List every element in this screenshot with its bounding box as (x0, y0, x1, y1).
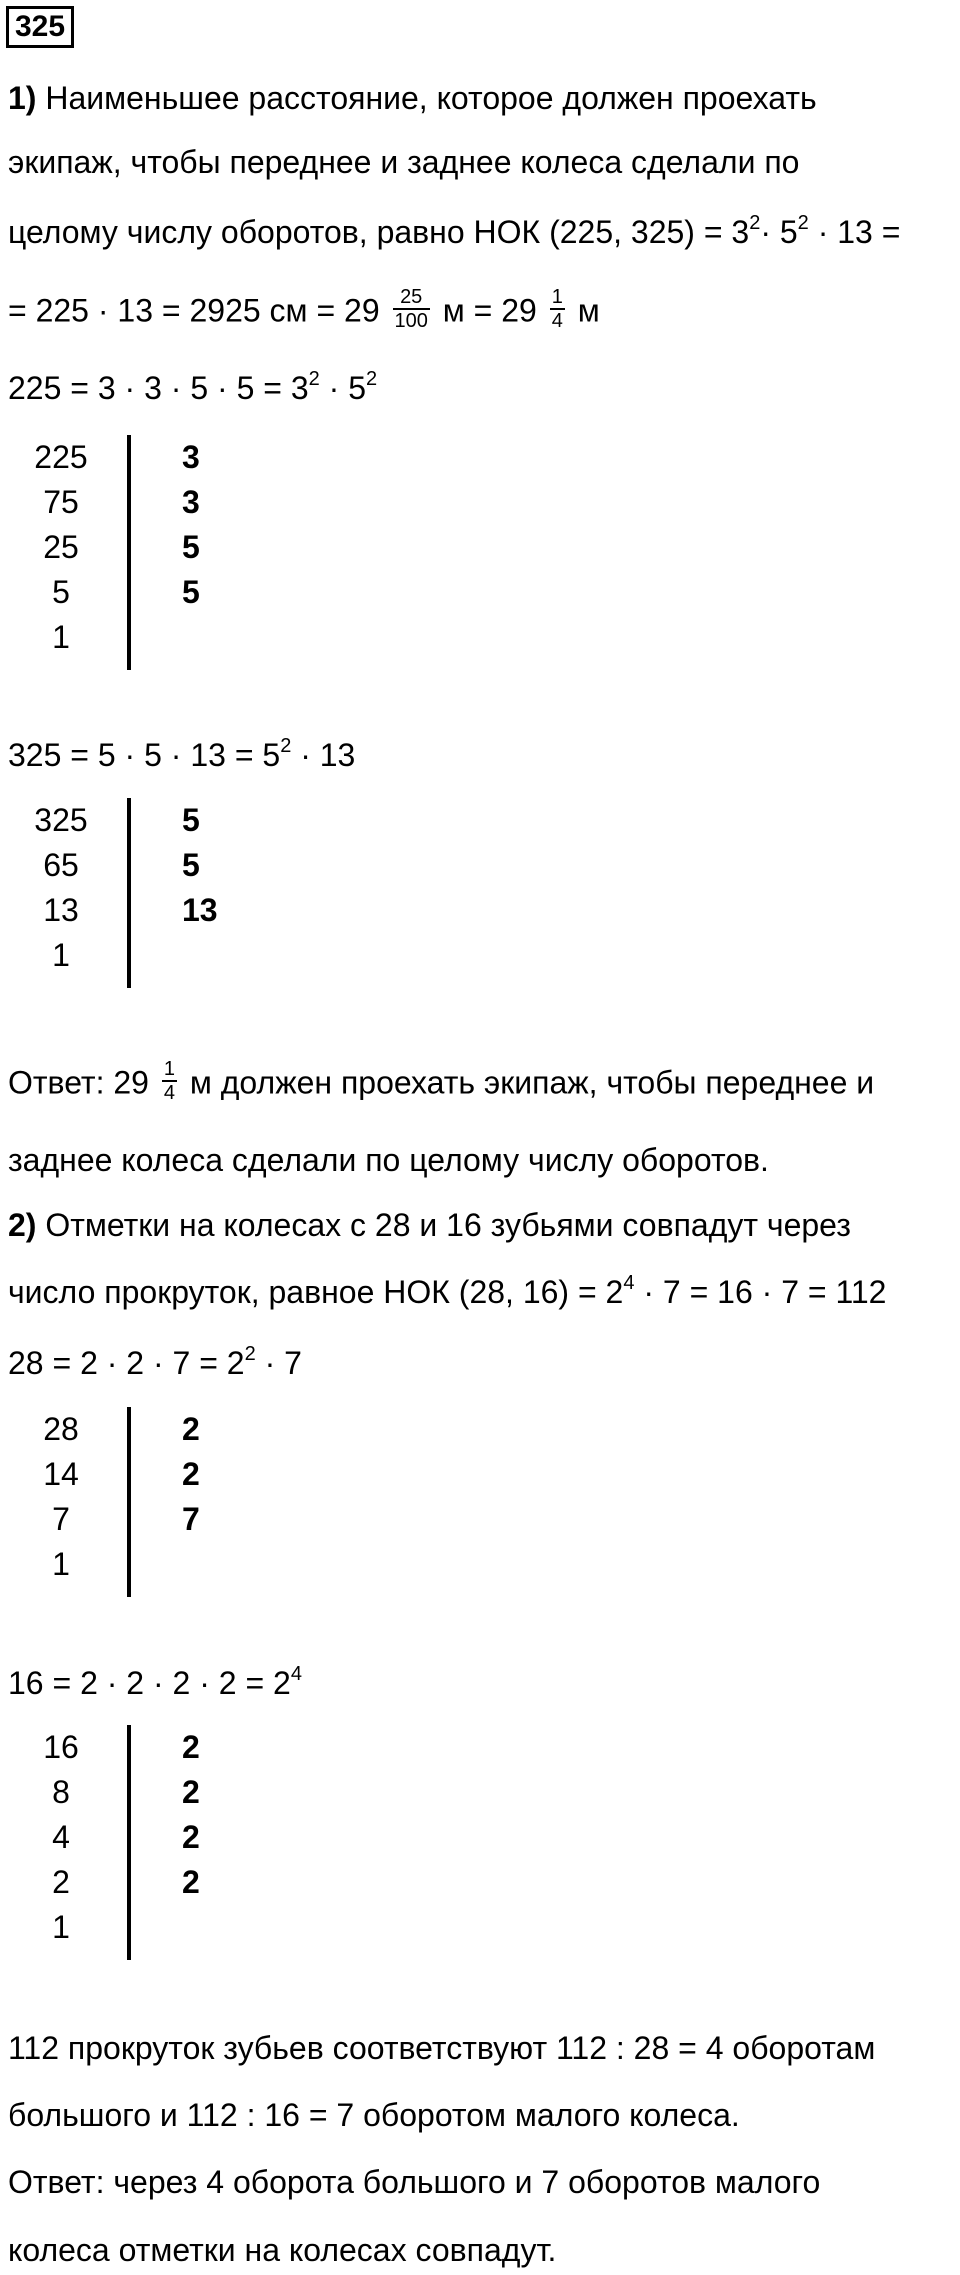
factor-divisor: 2 (182, 1774, 200, 1810)
factor-number: 1 (52, 1909, 70, 1945)
part1-line3 (8, 212, 900, 252)
fraction-1-4 (550, 286, 565, 332)
factor-divisor: 2 (182, 1456, 200, 1492)
factor-number: 65 (43, 847, 79, 883)
part1-line4-c: м (577, 292, 600, 329)
factor-number: 14 (43, 1456, 79, 1492)
part2-line2-exp: 4 (623, 1272, 635, 1294)
factorization-bar (127, 798, 131, 988)
eq-16-a: 16 = 2 · 2 · 2 · 2 = 2 (8, 1665, 291, 1701)
factor-number: 8 (52, 1774, 70, 1810)
factor-divisor: 2 (182, 1411, 200, 1447)
eq-225-b: · 5 (319, 370, 366, 406)
part1-answer-line1 (8, 1058, 875, 1104)
fraction-denominator: 100 (394, 310, 428, 332)
factor-divisor: 3 (182, 484, 200, 520)
eq-325-b: · 13 (291, 737, 356, 773)
factor-number: 1 (52, 937, 70, 973)
eq-225 (8, 368, 377, 408)
factor-number: 13 (43, 892, 79, 928)
factorization-bar (127, 1725, 131, 1960)
factor-divisor: 13 (182, 892, 218, 928)
part1-answer-line2: заднее колеса сделали по целому числу оборотов. (8, 1142, 769, 1178)
part1-answer-b: м должен проехать экипаж, чтобы переднее и (189, 1064, 875, 1101)
factor-number: 28 (43, 1411, 79, 1447)
factor-divisor: 5 (182, 802, 200, 838)
part1-line3-c: · 13 = (808, 214, 901, 250)
eq-16-exp: 4 (290, 1663, 302, 1685)
factor-number: 225 (34, 439, 88, 475)
part1-line3-a: целому числу оборотов, равно НОК (225, 325) = 3 (8, 214, 750, 250)
eq-28-a: 28 = 2 · 2 · 7 = 2 (8, 1345, 245, 1381)
part2-result-line2: большого и 112 : 16 = 7 оборотом малого колеса. (8, 2097, 740, 2133)
factor-divisor: 7 (182, 1501, 200, 1537)
part1-line4 (8, 286, 600, 332)
fraction-denominator: 4 (163, 1082, 175, 1104)
factorization-bar (127, 1407, 131, 1597)
factor-number: 25 (43, 529, 79, 565)
eq-225-exp1: 2 (308, 368, 320, 390)
factor-number: 1 (52, 1546, 70, 1582)
fraction-25-100 (393, 286, 430, 332)
factorization-28 (0, 1407, 260, 1587)
factorization-225 (0, 435, 260, 660)
part2-line1 (8, 1205, 851, 1245)
part1-line1 (8, 78, 817, 118)
eq-325-exp: 2 (280, 735, 292, 757)
factor-number: 4 (52, 1819, 70, 1855)
eq-225-a: 225 = 3 · 3 · 5 · 5 = 3 (8, 370, 309, 406)
eq-16 (8, 1663, 302, 1703)
factor-number: 5 (52, 574, 70, 610)
part1-line4-b: м = 29 (442, 292, 537, 329)
factor-divisor: 5 (182, 574, 200, 610)
part2-result-line1: 112 прокруток зубьев соответствуют 112 : 28 = 4 оборотам (8, 2030, 876, 2066)
eq-225-exp2: 2 (365, 368, 378, 390)
eq-28-b: · 7 (255, 1345, 302, 1381)
part2-answer-line1: Ответ: через 4 оборота большого и 7 оборотов малого (8, 2164, 821, 2200)
factor-number: 2 (52, 1864, 70, 1900)
part2-line2-b: · 7 = 16 · 7 = 112 (634, 1274, 887, 1310)
fraction-numerator: 1 (551, 286, 563, 308)
eq-28 (8, 1343, 302, 1383)
part2-answer-line2: колеса отметки на колесах совпадут. (8, 2232, 557, 2268)
factor-divisor: 2 (182, 1819, 200, 1855)
fraction-numerator: 25 (393, 286, 430, 310)
fraction-numerator: 1 (163, 1058, 175, 1080)
task-number: 325 (6, 6, 74, 48)
part1-text1: Наименьшее расстояние, которое должен проехать (45, 80, 817, 116)
factor-divisor: 5 (182, 529, 200, 565)
part1-line3-b: · 5 (760, 214, 798, 250)
factor-number: 1 (52, 619, 70, 655)
factor-divisor: 2 (182, 1864, 200, 1900)
part1-line4-a: = 225 · 13 = 2925 см = 29 (8, 292, 380, 329)
part1-line3-exp1: 2 (749, 212, 761, 234)
factor-number: 16 (43, 1729, 79, 1765)
factorization-325 (0, 798, 260, 978)
fraction-1-4-answer (162, 1058, 177, 1104)
part1-line2: экипаж, чтобы переднее и заднее колеса сделали по (8, 144, 800, 180)
eq-325 (8, 735, 355, 775)
part1-label: 1) (8, 80, 37, 116)
fraction-denominator: 4 (551, 310, 563, 332)
part1-line3-exp2: 2 (797, 212, 809, 234)
factorization-16 (0, 1725, 260, 1950)
factor-number: 325 (34, 802, 88, 838)
part2-line2-a: число прокруток, равное НОК (28, 16) = 2 (8, 1274, 624, 1310)
factorization-bar (127, 435, 131, 670)
part2-text1: Отметки на колесах с 28 и 16 зубьями совпадут через (45, 1207, 851, 1243)
factor-divisor: 5 (182, 847, 200, 883)
factor-number: 7 (52, 1501, 70, 1537)
part1-answer-a: Ответ: 29 (8, 1064, 149, 1101)
eq-325-a: 325 = 5 · 5 · 13 = 5 (8, 737, 281, 773)
factor-divisor: 3 (182, 439, 200, 475)
part2-label: 2) (8, 1207, 37, 1243)
factor-number: 75 (43, 484, 79, 520)
eq-28-exp: 2 (244, 1343, 256, 1365)
factor-divisor: 2 (182, 1729, 200, 1765)
part2-line2 (8, 1272, 886, 1312)
